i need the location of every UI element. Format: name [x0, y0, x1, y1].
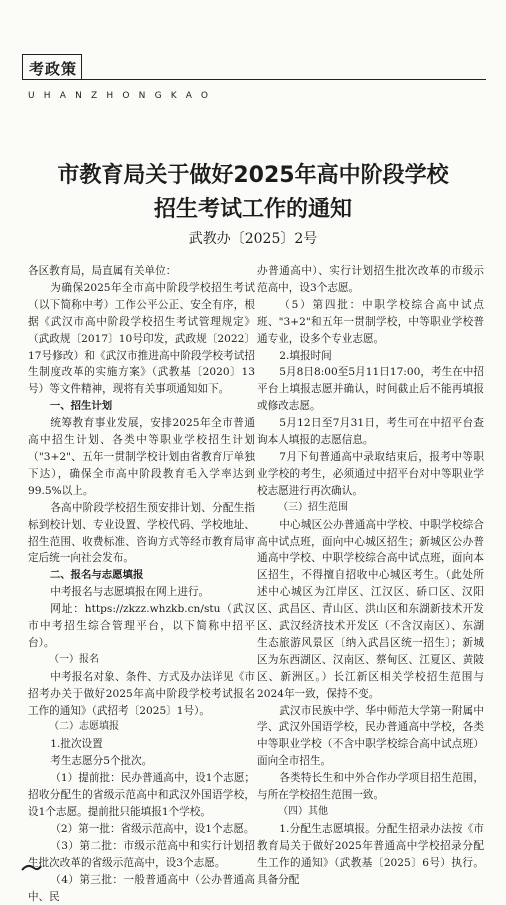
paragraph: 1.批次设置 — [50, 738, 103, 751]
subsection-heading: （一）报名 — [49, 653, 99, 665]
header-rule — [82, 79, 486, 80]
section-label: 考政策 — [29, 60, 78, 78]
paragraph: （2）第一批：省级示范高中，设1个志愿。 — [50, 822, 255, 835]
paragraph: 中心城区公办普通高中学校、中职学校综合高中试点班，面向中心城区招生；新城区公办普通高中学校、中职学校综合高中试点班，面向本区招生，不得擅自招收中心城区考生。（此处所述中心城区为江岸区、江汉区、硚口区、汉阳区、武昌区、青山区、洪山区和东湖新技术开发区、武汉经济技术开发区（不含汉南区）、东湖生态旅游风景区〔纳入武昌区统一招生〕；新城区为东西湖区、汉南区、蔡甸区、江夏区、黄陂区、新洲区。）长江新区相关学校招生范围与2024年一致，保持不变。 — [257, 518, 484, 700]
paragraph: 统筹教育事业发展，安排2025年全市普通高中招生计划、各类中等职业学校招生计划（"3+2"、五年一贯制学校计划由省教育厅单独下达），确保全市高中阶段教育毛入学率达到99.5%以上。 — [28, 417, 255, 497]
section-latin: UHANZHONGKAO — [28, 91, 218, 101]
doc-title-line-2: 招生考试工作的通知 — [153, 197, 352, 222]
paragraph: 考生志愿分5个批次。 — [50, 755, 153, 768]
right-column — [257, 263, 484, 889]
paragraph: 网址：https://zkzz.whzkb.cn/stu（武汉市中考招生综合管理平台，以下简称中招平台）。 — [28, 603, 255, 649]
section-badge — [22, 54, 82, 80]
paragraph: 中考报名对象、条件、方式及办法详见《市招考办关于做好2025年高中阶段学校考试报名工作的通知》（武招考〔2025〕1号）。 — [28, 670, 255, 717]
document-number: 武教办〔2025〕2号 — [188, 231, 318, 247]
paragraph: 1.分配生志愿填报。分配生招录办法按《市教育局关于做好2025年普通高中学校招录分配生工作的通知》（武教基〔2025〕6号）执行。具备分配 — [257, 822, 484, 886]
page-number-mark-icon — [20, 862, 42, 874]
paragraph: 各高中阶段学校招生预安排计划、分配生指标到校计划、专业设置、学校代码、学校地址、招生范围、收费标准、咨询方式等经市教育局审定后统一向社会发布。 — [28, 501, 255, 565]
paragraph: 5月8日8:00至5月11日17:00，考生在中招平台上填报志愿并确认，时间截止后不能再填报或修改志愿。 — [257, 366, 484, 413]
paragraph: （4）第三批：一般普通高中（公办普通高中、民 — [28, 873, 255, 903]
page-header — [0, 0, 506, 110]
section-heading: 一、招生计划 — [49, 400, 113, 413]
paragraph: （5）第四批：中职学校综合高中试点班、"3+2"和五年一贯制学校，中等职业学校普通专业，设多个专业志愿。 — [257, 298, 484, 345]
left-column — [28, 263, 255, 905]
section-heading: 二、报名与志愿填报 — [49, 569, 144, 582]
paragraph: 7月下旬普通高中录取结束后，报考中等职业学校的考生，必须通过中招平台对中等职业学校志愿进行再次确认。 — [257, 450, 484, 497]
subsection-heading: （二）志愿填报 — [49, 721, 119, 733]
subsection-heading: （三）招生范围 — [278, 501, 348, 513]
paragraph: （1）提前批：民办普通高中，设1个志愿；招收分配生的省级示范高中和武汉外国语学校，设1个志愿。提前批只能填报1个学校。 — [28, 772, 255, 818]
paragraph: 5月12日至7月31日，考生可在中招平台查询本人填报的志愿信息。 — [257, 417, 484, 447]
paragraph: 为确保2025年全市高中阶段学校招生考试（以下简称中考）工作公平公正、安全有序，根据《武汉市高中阶段学校招生考试管理规定》（武政规〔2017〕10号印发，武政规〔2022〕17号修改）和《武汉市推进高中阶段学校考试招生制度改革的实施方案》（武教基〔2020〕13号）等文件精神，现将有关事项通知如下。 — [28, 281, 255, 396]
paragraph: 办普通高中）、实行计划招生批次改革的市级示范高中，设3个志愿。 — [257, 265, 484, 294]
subsection-heading: （四）其他 — [278, 806, 328, 817]
doc-title-line-1: 市教育局关于做好2025年高中阶段学校 — [57, 163, 449, 188]
paragraph: 2.填报时间 — [279, 349, 332, 362]
paragraph: 武汉市民族中学、华中师范大学第一附属中学、武汉外国语学校，民办普通高中学校，各类中等职业学校（不含中职学校综合高中试点班）面向全市招生。 — [257, 704, 484, 768]
paragraph: 中考报名与志愿填报在网上进行。 — [50, 586, 210, 599]
paragraph: （3）第二批：市级示范高中和实行计划招生批次改革的省级示范高中，设3个志愿。 — [28, 839, 255, 869]
salutation: 各区教育局，局直属有关单位： — [28, 265, 177, 277]
paragraph: 各类特长生和中外合作办学项目招生范围，与所在学校招生范围一致。 — [257, 772, 484, 802]
